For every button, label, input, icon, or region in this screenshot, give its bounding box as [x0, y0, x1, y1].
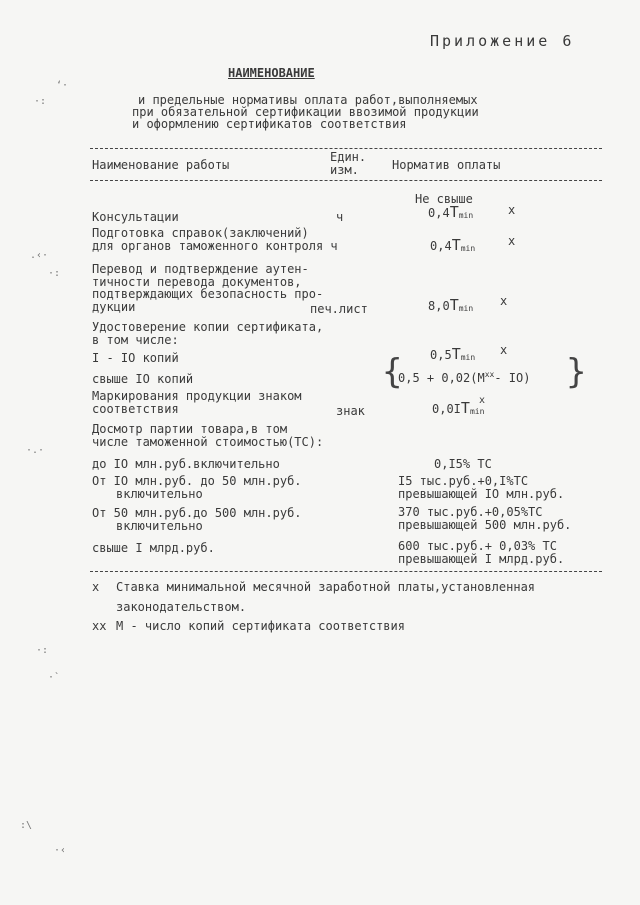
scan-speck-icon: ‘· [56, 80, 69, 91]
scan-speck-icon: ·‹ [54, 845, 67, 856]
row-perevod-name-2: тичности перевода документов, [92, 275, 302, 289]
row-spravki-name-1: Подготовка справок(заключений) [92, 226, 309, 240]
row-perevod-name-3: подтверждающих безопасность про- [92, 287, 324, 301]
subtitle-line-3: и оформлению сертификатов соответствия [132, 117, 407, 131]
t-min-formula: $T_{min}$ [449, 296, 474, 314]
t-min-formula: $T_{min}$ [451, 236, 476, 254]
row-consult-mark: х [508, 203, 516, 217]
note-1-text-1: Ставка минимальной месячной заработной платы,установленная [116, 580, 536, 594]
row-ts50-name-1: От IO млн.руб. до 50 млн.руб. [92, 474, 302, 488]
note-1-mark: х [92, 580, 100, 594]
scan-speck-icon: ·` [48, 672, 61, 683]
scan-speck-icon: :\ [20, 820, 33, 831]
column-header-unit-2: изм. [330, 163, 359, 177]
subtitle-line-1: и предельные нормативы оплата работ,выполняемых [138, 93, 478, 107]
row-perevod-unit: печ.лист [310, 302, 368, 316]
row-ts500-norm-1: 370 тыс.руб.+0,05%ТС [398, 505, 543, 519]
column-header-work: Наименование работы [92, 158, 230, 172]
scan-speck-icon: .‹· [30, 250, 49, 261]
row-perevod-name-4: дукции [92, 300, 136, 314]
row-perevod-mark: х [500, 294, 508, 308]
scan-speck-icon: ·: [48, 268, 61, 279]
scan-speck-icon: ·.· [26, 445, 45, 456]
row-kopii-10-mark: х [500, 343, 508, 357]
row-kopii-name-1: Удостоверение копии сертификата, [92, 320, 324, 334]
row-kopii-over-name: свыше IO копий [92, 372, 194, 386]
row-ts50-norm-1: I5 тыс.руб.+0,I%ТС [398, 474, 529, 488]
row-ts500-norm-2: превышающей 500 млн.руб. [398, 518, 572, 532]
row-kopii-10-name: I - IO копий [92, 351, 179, 365]
divider-header [90, 180, 602, 181]
divider-bottom [90, 571, 602, 572]
row-kopii-10-norm: $0,5T_{min}$ [430, 345, 476, 363]
row-consult-norm: $0,4T_{min}$ [428, 203, 474, 221]
row-tsover-norm-2: превышающей I млрд.руб. [398, 552, 565, 566]
t-min-formula: $T_{min}$ [449, 203, 474, 221]
row-ts50-name-2: включительно [116, 487, 203, 501]
note-1-text-2: законодательством. [116, 600, 247, 614]
row-tsover-norm-1: 600 тыс.руб.+ 0,03% ТС [398, 539, 557, 553]
scan-speck-icon: ·: [34, 96, 47, 107]
row-marking-name-1: Маркирования продукции знаком [92, 389, 302, 403]
row-marking-unit: знак [336, 404, 365, 418]
row-marking-name-2: соответствия [92, 402, 179, 416]
column-header-unit-1: Един. [330, 150, 367, 164]
scan-speck-icon: ·: [36, 645, 49, 656]
column-subheader-norm: Не свыше [415, 192, 473, 206]
subtitle-line-2: при обязательной сертификации ввозимой продукции [132, 105, 479, 119]
row-spravki-mark: х [508, 234, 516, 248]
row-inspection-name-2: числе таможенной стоимостью(ТС): [92, 435, 324, 449]
divider-top [90, 148, 602, 149]
column-header-norm: Норматив оплаты [392, 158, 501, 172]
document-title: НАИМЕНОВАНИЕ [228, 66, 315, 80]
row-marking-norm: $0,0IT_{min}$ [432, 399, 485, 417]
row-kopii-over-norm: $0,5 + 0,02(M^{хх}-$ IO) [398, 370, 531, 385]
row-consult-name: Консультации [92, 210, 179, 224]
row-consult-unit: ч [336, 210, 344, 224]
appendix-label: Приложение 6 [430, 32, 575, 50]
row-ts10-name: до IO млн.руб.включительно [92, 457, 280, 471]
row-spravki-name-2: для органов таможенного контроля ч [92, 239, 338, 253]
left-brace-icon: { [382, 352, 403, 392]
row-kopii-name-2: в том числе: [92, 333, 179, 347]
row-perevod-name-1: Перевод и подтверждение аутен- [92, 262, 309, 276]
note-2-text: М - число копий сертификата соответствия [116, 619, 405, 633]
row-inspection-name-1: Досмотр партии товара,в том [92, 422, 288, 436]
note-2-mark: хх [92, 619, 107, 633]
row-ts500-name-1: От 50 млн.руб.до 500 млн.руб. [92, 506, 302, 520]
row-perevod-norm: $8,0T_{min}$ [428, 296, 474, 314]
row-marking-mark: х [479, 395, 486, 406]
t-min-formula: $T_{min}$ [460, 399, 485, 417]
row-ts10-norm: 0,I5% ТС [434, 457, 492, 471]
t-min-formula: $T_{min}$ [451, 345, 476, 363]
row-tsover-name: свыше I млрд.руб. [92, 541, 215, 555]
right-brace-icon: } [566, 352, 587, 392]
row-ts50-norm-2: превышающей IO млн.руб. [398, 487, 565, 501]
row-spravki-norm: $0,4T_{min}$ [430, 236, 476, 254]
row-ts500-name-2: включительно [116, 519, 203, 533]
